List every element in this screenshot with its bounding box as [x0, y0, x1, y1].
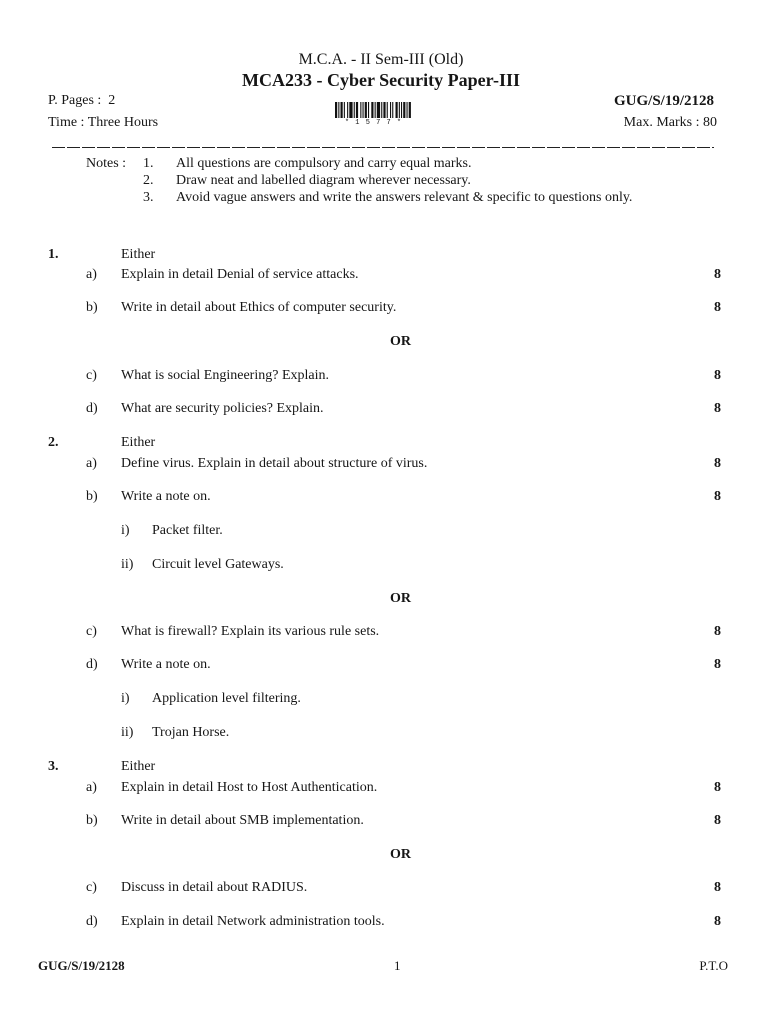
subpart-text: Application level filtering. [152, 691, 301, 706]
part-marks: 8 [714, 300, 721, 315]
question-3-part-c [0, 880, 768, 896]
question-2-part-c [0, 624, 768, 640]
subpart-label: ii) [121, 725, 134, 740]
notes-label: Notes : [86, 156, 127, 171]
part-text: Explain in detail Denial of service attacks. [121, 267, 359, 282]
or-label: OR [390, 847, 411, 862]
part-text: Write in detail about Ethics of computer security. [121, 300, 397, 315]
question-1-part-b [0, 300, 768, 316]
question-2-or [0, 591, 768, 607]
question-2-part-d [0, 657, 768, 673]
question-2-part-d-subpart-ii [0, 725, 768, 741]
question-3-or [0, 847, 768, 863]
barcode-bar [338, 102, 339, 118]
barcode-bar [383, 102, 385, 118]
barcode-bar [365, 102, 367, 118]
barcode-bar [387, 102, 388, 118]
question-3-part-a [0, 780, 768, 796]
part-marks: 8 [714, 813, 721, 828]
please-turn-over: P.T.O [699, 958, 728, 973]
part-marks: 8 [714, 456, 721, 471]
page-number: 1 [394, 958, 401, 973]
note-text: Avoid vague answers and write the answers relevant & specific to questions only. [176, 190, 633, 205]
part-label: c) [86, 880, 97, 895]
barcode-bar [347, 102, 348, 118]
barcode-bar [390, 102, 391, 118]
part-label: b) [86, 813, 98, 828]
page-count: P. Pages : 2 [48, 93, 116, 108]
part-marks: 8 [714, 657, 721, 672]
barcode-bar [392, 102, 393, 118]
barcode-bar [396, 102, 398, 118]
header-divider [52, 147, 714, 148]
note-text: Draw neat and labelled diagram wherever necessary. [176, 173, 471, 188]
part-marks: 8 [714, 880, 721, 895]
part-text: What is social Engineering? Explain. [121, 368, 329, 383]
barcode-bar [344, 102, 345, 118]
part-label: d) [86, 657, 98, 672]
part-marks: 8 [714, 914, 721, 929]
part-marks: 8 [714, 267, 721, 282]
either-label: Either [121, 759, 156, 774]
question-2-part-d-subpart-i [0, 691, 768, 707]
barcode-bar [341, 102, 343, 118]
part-text: Define virus. Explain in detail about structure of virus. [121, 456, 428, 471]
barcode-bar [368, 102, 369, 118]
barcode-bar [407, 102, 408, 118]
part-label: a) [86, 456, 97, 471]
or-label: OR [390, 591, 411, 606]
barcode-bar [377, 102, 380, 118]
part-text: Explain in detail Network administration tools. [121, 914, 385, 929]
note-number: 2. [143, 173, 154, 188]
note-row-1 [0, 156, 768, 172]
footer-paper-code: GUG/S/19/2128 [38, 958, 125, 973]
question-2-part-b-subpart-ii [0, 557, 768, 573]
part-label: c) [86, 624, 97, 639]
note-row-2 [0, 173, 768, 189]
barcode-bar [354, 102, 355, 118]
subpart-text: Trojan Horse. [152, 725, 230, 740]
part-text: Write a note on. [121, 489, 211, 504]
question-2-part-a [0, 456, 768, 472]
paper-code: GUG/S/19/2128 [613, 93, 714, 109]
question-1-part-c [0, 368, 768, 384]
part-text: Discuss in detail about RADIUS. [121, 880, 308, 895]
question-3-part-b [0, 813, 768, 829]
part-marks: 8 [714, 368, 721, 383]
subpart-label: ii) [121, 557, 134, 572]
note-number: 3. [143, 190, 154, 205]
barcode-bar [335, 102, 337, 118]
subpart-text: Packet filter. [152, 523, 223, 538]
part-text: What are security policies? Explain. [121, 401, 324, 416]
question-1-part-a [0, 267, 768, 283]
question-number: 2. [48, 435, 59, 450]
subpart-label: i) [121, 691, 130, 706]
subpart-text: Circuit level Gateways. [152, 557, 284, 572]
max-marks: Max. Marks : 80 [623, 115, 717, 130]
part-marks: 8 [714, 489, 721, 504]
part-label: a) [86, 267, 97, 282]
part-marks: 8 [714, 780, 721, 795]
barcode-bar [356, 102, 358, 118]
part-marks: 8 [714, 624, 721, 639]
part-label: d) [86, 914, 98, 929]
part-label: c) [86, 368, 97, 383]
barcode-bar [375, 102, 376, 118]
barcode-bar [403, 102, 405, 118]
part-label: b) [86, 489, 98, 504]
barcode-bar [371, 102, 373, 118]
barcode-bar [381, 102, 382, 118]
barcode-bar [409, 102, 411, 118]
subpart-label: i) [121, 523, 130, 538]
part-text: Write a note on. [121, 657, 211, 672]
question-3-part-d [0, 914, 768, 930]
barcode-bar [399, 102, 400, 118]
part-label: a) [86, 780, 97, 795]
barcode-bar [360, 102, 361, 118]
barcode-number: * 1 5 7 7 * [344, 119, 403, 127]
question-3-heading [0, 759, 768, 775]
question-1-or [0, 334, 768, 350]
note-number: 1. [143, 156, 154, 171]
question-number: 1. [48, 247, 59, 262]
part-marks: 8 [714, 401, 721, 416]
barcode-bar [349, 102, 352, 118]
barcode-bar [363, 102, 364, 118]
exam-duration: Time : Three Hours [48, 115, 159, 130]
either-label: Either [121, 435, 156, 450]
either-label: Either [121, 247, 156, 262]
note-row-3 [0, 190, 768, 206]
question-2-part-b-subpart-i [0, 523, 768, 539]
or-label: OR [390, 334, 411, 349]
question-1-heading [0, 247, 768, 263]
question-2-heading [0, 435, 768, 451]
part-text: Write in detail about SMB implementation. [121, 813, 364, 828]
question-1-part-d [0, 401, 768, 417]
question-2-part-b [0, 489, 768, 505]
note-text: All questions are compulsory and carry equal marks. [176, 156, 472, 171]
barcode-bar [401, 102, 402, 118]
paper-title: MCA233 - Cyber Security Paper-III [242, 70, 520, 90]
barcode [335, 102, 412, 118]
part-label: b) [86, 300, 98, 315]
part-label: d) [86, 401, 98, 416]
part-text: Explain in detail Host to Host Authentication. [121, 780, 378, 795]
part-text: What is firewall? Explain its various rule sets. [121, 624, 380, 639]
course-heading: M.C.A. - II Sem-III (Old) [298, 51, 464, 68]
question-number: 3. [48, 759, 59, 774]
